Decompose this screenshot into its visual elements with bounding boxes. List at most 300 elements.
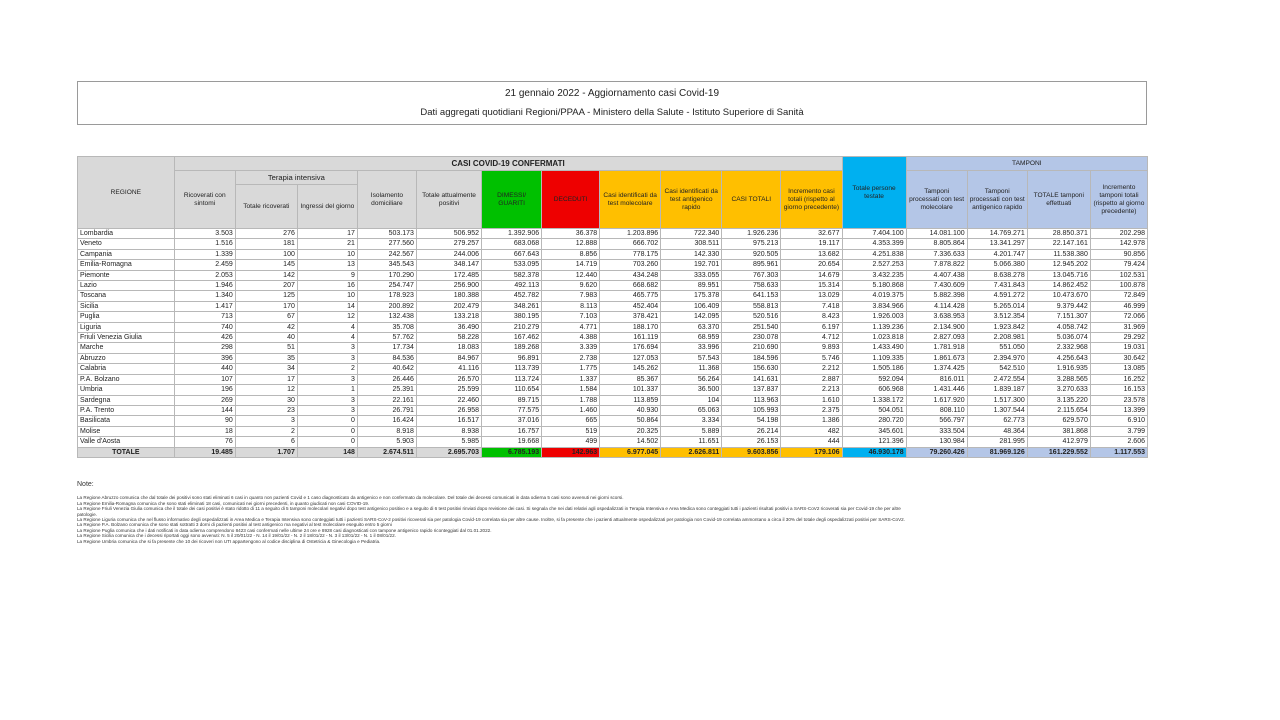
value-cell: 19.668 [482,437,542,447]
value-cell: 65.063 [661,405,722,415]
value-cell: 89.951 [661,281,722,291]
note-line: La Regione Liguria comunica che nel flusso informativo degli ospedalizzati in Area Medica e Terapia Intensiva sono conteggiati tutti i pazienti SARS-CoV-2 positivi ricoverati sia per patologia Covid-19 correlata sia per altre cause. Inoltre, si fa presente che i pazienti attualmente ospedalizzati per patologia non Covid-19 correlata ammontano a circa il 30% del totale degli ospedalizzati positivi per SARS-CoV2. [77,517,906,523]
value-cell: 16.252 [1090,374,1147,384]
value-cell: 4.407.438 [906,270,967,280]
value-cell: 202.479 [416,301,481,311]
value-cell: 2.212 [781,364,842,374]
value-cell: 12.888 [542,239,600,249]
value-cell: 3.339 [542,343,600,353]
value-cell: 251.540 [722,322,781,332]
value-cell: 46.999 [1090,301,1147,311]
value-cell: 1.109.335 [842,353,906,363]
value-cell: 17 [235,374,297,384]
value-cell: 141.631 [722,374,781,384]
table-row [78,291,1148,301]
value-cell: 9.379.442 [1027,301,1090,311]
value-cell: 7.336.633 [906,249,967,259]
region-cell: Umbria [78,385,175,395]
table-row [78,281,1148,291]
value-cell: 683.068 [482,239,542,249]
value-cell: 7.878.822 [906,260,967,270]
value-cell: 1.307.544 [967,405,1027,415]
value-cell: 308.511 [661,239,722,249]
region-cell: Basilicata [78,416,175,426]
value-cell: 4 [297,333,357,343]
value-cell: 113.724 [482,374,542,384]
value-cell: 758.633 [722,281,781,291]
value-cell: 2.606 [1090,437,1147,447]
value-cell: 4.114.428 [906,301,967,311]
table-row [78,364,1148,374]
table-row [78,239,1148,249]
value-cell: 184.596 [722,353,781,363]
value-cell: 426 [174,333,235,343]
value-cell: 170.290 [357,270,416,280]
value-cell: 3.270.633 [1027,385,1090,395]
value-cell: 298 [174,343,235,353]
table-row [78,374,1148,384]
total-label: TOTALE [78,447,175,457]
value-cell: 18 [174,426,235,436]
value-cell: 4.058.742 [1027,322,1090,332]
value-cell: 767.303 [722,270,781,280]
value-cell: 2.827.093 [906,333,967,343]
value-cell: 1.516 [174,239,235,249]
region-cell: Molise [78,426,175,436]
value-cell: 465.775 [600,291,661,301]
value-cell: 72.066 [1090,312,1147,322]
value-cell: 1.139.236 [842,322,906,332]
value-cell: 142.978 [1090,239,1147,249]
value-cell: 558.813 [722,301,781,311]
value-cell: 3 [297,405,357,415]
value-cell: 4.256.643 [1027,353,1090,363]
value-cell: 32.677 [781,229,842,239]
region-cell: Lazio [78,281,175,291]
region-cell: Abruzzo [78,353,175,363]
header-isolamento: Isolamento domiciliare [357,171,416,229]
value-cell: 40.930 [600,405,661,415]
value-cell: 4.388 [542,333,600,343]
value-cell: 7.418 [781,301,842,311]
value-cell: 895.961 [722,260,781,270]
value-cell: 14.719 [542,260,600,270]
value-cell: 778.175 [600,249,661,259]
value-cell: 5.066.380 [967,260,1027,270]
value-cell: 3.503 [174,229,235,239]
table-row [78,249,1148,259]
value-cell: 244.006 [416,249,481,259]
table-row [78,405,1148,415]
value-cell: 63.370 [661,322,722,332]
value-cell: 2.053 [174,270,235,280]
value-cell: 1.617.920 [906,395,967,405]
value-cell: 16 [297,281,357,291]
value-cell: 102.531 [1090,270,1147,280]
note-line: La Regione P.A. Bolzano comunica che sono stati sottratti 3 dorni di pazienti positivi al test antigenico ma negativi al test molecolare eseguito entro 5 giorni [77,522,392,528]
value-cell: 3.288.565 [1027,374,1090,384]
value-cell: 482 [781,426,842,436]
value-cell: 34 [235,364,297,374]
value-cell: 207 [235,281,297,291]
value-cell: 8.805.864 [906,239,967,249]
value-cell: 7.404.100 [842,229,906,239]
value-cell: 11.651 [661,437,722,447]
header-persone: Totale persone testate [842,157,906,229]
value-cell: 18.083 [416,343,481,353]
value-cell: 11.538.380 [1027,249,1090,259]
region-cell: Calabria [78,364,175,374]
value-cell: 665 [542,416,600,426]
header-tamp-tot: TOTALE tamponi effettuati [1027,171,1090,229]
value-cell: 2.527.253 [842,260,906,270]
value-cell: 142.095 [661,312,722,322]
value-cell: 125 [235,291,297,301]
value-cell: 1.839.187 [967,385,1027,395]
value-cell: 1.781.918 [906,343,967,353]
value-cell: 29.292 [1090,333,1147,343]
notes-section [77,482,1147,544]
total-value: 1.707 [235,447,297,457]
value-cell: 89.715 [482,395,542,405]
header-deceduti: DECEDUTI [542,171,600,229]
value-cell: 181 [235,239,297,249]
table-row [78,416,1148,426]
value-cell: 26.958 [416,405,481,415]
value-cell: 9 [297,270,357,280]
region-cell: Sardegna [78,395,175,405]
value-cell: 566.797 [906,416,967,426]
value-cell: 1.926.003 [842,312,906,322]
value-cell: 3 [297,395,357,405]
table-row [78,426,1148,436]
value-cell: 90.856 [1090,249,1147,259]
value-cell: 1.505.186 [842,364,906,374]
value-cell: 145.262 [600,364,661,374]
value-cell: 2.738 [542,353,600,363]
value-cell: 67 [235,312,297,322]
value-cell: 641.153 [722,291,781,301]
value-cell: 30.642 [1090,353,1147,363]
value-cell: 452.782 [482,291,542,301]
value-cell: 3 [235,416,297,426]
value-cell: 0 [297,437,357,447]
value-cell: 3 [297,374,357,384]
header-guariti: DIMESSI/ GUARITI [482,171,542,229]
header-incremento: Incremento casi totali (rispetto al giorno precedente) [781,171,842,229]
value-cell: 5.903 [357,437,416,447]
value-cell: 1.916.935 [1027,364,1090,374]
value-cell: 1.386 [781,416,842,426]
value-cell: 170 [235,301,297,311]
covid-data-table [77,156,1148,458]
note-line: La Regione Emilia-Romagna comunica che sono stati eliminati 18 casi, comunicati nei giorni precedenti, in quanto giudicati non casi COVID-19. [77,500,370,506]
header-tamp-inc: Incremento tamponi totali (rispetto al giorno precedente) [1090,171,1147,229]
value-cell: 506.952 [416,229,481,239]
total-value: 1.117.553 [1090,447,1147,457]
region-cell: Valle d'Aosta [78,437,175,447]
value-cell: 96.891 [482,353,542,363]
value-cell: 1.460 [542,405,600,415]
value-cell: 196 [174,385,235,395]
value-cell: 3 [297,343,357,353]
total-value: 9.603.856 [722,447,781,457]
value-cell: 12 [235,385,297,395]
value-cell: 19.031 [1090,343,1147,353]
table-row [78,312,1148,322]
value-cell: 1.392.906 [482,229,542,239]
value-cell: 269 [174,395,235,405]
value-cell: 3.334 [661,416,722,426]
value-cell: 606.968 [842,385,906,395]
total-value: 148 [297,447,357,457]
value-cell: 13.682 [781,249,842,259]
region-cell: Sicilia [78,301,175,311]
value-cell: 5.985 [416,437,481,447]
region-cell: Emilia-Romagna [78,260,175,270]
value-cell: 13.399 [1090,405,1147,415]
value-cell: 121.396 [842,437,906,447]
value-cell: 533.095 [482,260,542,270]
report-title: 21 gennaio 2022 - Aggiornamento casi Covid-19 [504,88,720,99]
value-cell: 7.431.843 [967,281,1027,291]
value-cell: 8.918 [357,426,416,436]
value-cell: 242.567 [357,249,416,259]
value-cell: 1.584 [542,385,600,395]
value-cell: 202.298 [1090,229,1147,239]
total-value: 79.260.426 [906,447,967,457]
value-cell: 13.085 [1090,364,1147,374]
total-value: 81.969.126 [967,447,1027,457]
value-cell: 101.337 [600,385,661,395]
header-ti-group: Terapia intensiva [235,171,357,185]
table-row [78,395,1148,405]
value-cell: 100 [235,249,297,259]
value-cell: 13 [297,260,357,270]
value-cell: 2.134.900 [906,322,967,332]
value-cell: 592.094 [842,374,906,384]
value-cell: 14.862.452 [1027,281,1090,291]
value-cell: 10 [297,291,357,301]
value-cell: 14.081.100 [906,229,967,239]
value-cell: 4.591.272 [967,291,1027,301]
value-cell: 11.368 [661,364,722,374]
value-cell: 5.265.014 [967,301,1027,311]
value-cell: 0 [297,416,357,426]
value-cell: 1.203.896 [600,229,661,239]
note-line: La Regione Friuli Venezia Giulia comunica che il totale dei casi positivi è stato ridotto di 11 a seguito di 5 tamponi molecolari negativi dopo test antigenico positivo e a seguito di 6 test positivi rinviati dopo revisione dei casi. Si segnala che nei dati relativi agli ospedalizzati in Terapia Intensiva e Area Medica sono conteggiati tutti i pazienti risultati positivi a SARS-CoV2 ricoverati sia per Covid-19 che per altre [77,506,901,512]
value-cell: 107 [174,374,235,384]
table-row [78,353,1148,363]
value-cell: 277.560 [357,239,416,249]
total-value: 179.106 [781,447,842,457]
value-cell: 2.332.968 [1027,343,1090,353]
table-row [78,322,1148,332]
value-cell: 3.638.953 [906,312,967,322]
value-cell: 189.268 [482,343,542,353]
value-cell: 16.757 [482,426,542,436]
value-cell: 23.578 [1090,395,1147,405]
note-line: La Regione Sicilia comunica che i decessi riportati oggi sono avvenuti: N. 5 il 20/01/22 - N. 14 il 19/01/22 - N. 2 il 18/01/22 - N. 3 il 13/01/22 - N. 1 il 08/01/22. [77,533,396,539]
value-cell: 0 [297,426,357,436]
value-cell: 54.198 [722,416,781,426]
value-cell: 35 [235,353,297,363]
value-cell: 84.967 [416,353,481,363]
value-cell: 1.023.818 [842,333,906,343]
value-cell: 8.423 [781,312,842,322]
value-cell: 8.938 [416,426,481,436]
value-cell: 668.682 [600,281,661,291]
value-cell: 2 [297,364,357,374]
value-cell: 100.878 [1090,281,1147,291]
value-cell: 68.959 [661,333,722,343]
value-cell: 281.995 [967,437,1027,447]
total-value: 46.930.178 [842,447,906,457]
value-cell: 3.135.220 [1027,395,1090,405]
region-cell: Veneto [78,239,175,249]
region-cell: P.A. Bolzano [78,374,175,384]
table-row [78,301,1148,311]
value-cell: 56.264 [661,374,722,384]
header-casi-totali: CASI TOTALI [722,171,781,229]
value-cell: 31.969 [1090,322,1147,332]
value-cell: 1.374.425 [906,364,967,374]
value-cell: 21 [297,239,357,249]
value-cell: 7.103 [542,312,600,322]
table-row [78,343,1148,353]
value-cell: 175.378 [661,291,722,301]
value-cell: 2.208.981 [967,333,1027,343]
value-cell: 1.861.673 [906,353,967,363]
value-cell: 25.391 [357,385,416,395]
value-cell: 519 [542,426,600,436]
value-cell: 132.438 [357,312,416,322]
region-cell: Puglia [78,312,175,322]
value-cell: 2.887 [781,374,842,384]
value-cell: 14.502 [600,437,661,447]
value-cell: 666.702 [600,239,661,249]
value-cell: 12.945.202 [1027,260,1090,270]
value-cell: 8.638.278 [967,270,1027,280]
value-cell: 14 [297,301,357,311]
value-cell: 3.834.966 [842,301,906,311]
value-cell: 5.746 [781,353,842,363]
value-cell: 192.701 [661,260,722,270]
value-cell: 542.510 [967,364,1027,374]
value-cell: 36.490 [416,322,481,332]
value-cell: 1.923.842 [967,322,1027,332]
value-cell: 26.791 [357,405,416,415]
value-cell: 348.147 [416,260,481,270]
value-cell: 104 [661,395,722,405]
value-cell: 7.430.609 [906,281,967,291]
value-cell: 48.364 [967,426,1027,436]
table-row [78,260,1148,270]
header-tamp-mol: Tamponi processati con test molecolare [906,171,967,229]
value-cell: 345.543 [357,260,416,270]
value-cell: 22.460 [416,395,481,405]
value-cell: 12.440 [542,270,600,280]
value-cell: 256.900 [416,281,481,291]
region-cell: Liguria [78,322,175,332]
value-cell: 142.330 [661,249,722,259]
value-cell: 551.050 [967,343,1027,353]
value-cell: 188.170 [600,322,661,332]
value-cell: 40.642 [357,364,416,374]
value-cell: 276 [235,229,297,239]
value-cell: 176.694 [600,343,661,353]
value-cell: 40 [235,333,297,343]
value-cell: 22.147.161 [1027,239,1090,249]
value-cell: 444 [781,437,842,447]
value-cell: 1.417 [174,301,235,311]
value-cell: 10 [297,249,357,259]
note-line: La Regione Puglia comunica che i dati notificati in data odierna comprendono 8423 casi confermati nelle ultime 24 ore e 8928 casi diagnosticati con tampone antigenico rapido riconteggiati dal 01.01.2022. [77,527,492,533]
value-cell: 50.864 [600,416,661,426]
table-row [78,270,1148,280]
header-tamp-ant: Tamponi processati con test antigenico rapido [967,171,1027,229]
total-row [78,447,1148,457]
value-cell: 2.213 [781,385,842,395]
value-cell: 3.799 [1090,426,1147,436]
value-cell: 33.996 [661,343,722,353]
value-cell: 127.053 [600,353,661,363]
value-cell: 145 [235,260,297,270]
table-row [78,333,1148,343]
header-molecolare: Casi identificati da test molecolare [600,171,661,229]
value-cell: 167.462 [482,333,542,343]
value-cell: 26.214 [722,426,781,436]
value-cell: 10.473.670 [1027,291,1090,301]
table-row [78,385,1148,395]
region-cell: Friuli Venezia Giulia [78,333,175,343]
value-cell: 740 [174,322,235,332]
value-cell: 26.570 [416,374,481,384]
region-cell: Toscana [78,291,175,301]
value-cell: 30 [235,395,297,405]
value-cell: 381.868 [1027,426,1090,436]
value-cell: 16.153 [1090,385,1147,395]
value-cell: 4.353.399 [842,239,906,249]
value-cell: 3.432.235 [842,270,906,280]
value-cell: 6.910 [1090,416,1147,426]
value-cell: 113.859 [600,395,661,405]
value-cell: 14.769.271 [967,229,1027,239]
value-cell: 2.394.970 [967,353,1027,363]
value-cell: 76 [174,437,235,447]
value-cell: 5.036.074 [1027,333,1090,343]
total-value: 2.674.511 [357,447,416,457]
value-cell: 4.251.838 [842,249,906,259]
value-cell: 156.630 [722,364,781,374]
value-cell: 920.505 [722,249,781,259]
value-cell: 28.850.371 [1027,229,1090,239]
value-cell: 178.923 [357,291,416,301]
value-cell: 113.963 [722,395,781,405]
value-cell: 9.893 [781,343,842,353]
value-cell: 3 [297,353,357,363]
value-cell: 6.197 [781,322,842,332]
value-cell: 808.110 [906,405,967,415]
value-cell: 1.337 [542,374,600,384]
value-cell: 36.500 [661,385,722,395]
value-cell: 380.195 [482,312,542,322]
value-cell: 333.055 [661,270,722,280]
value-cell: 79.424 [1090,260,1147,270]
value-cell: 6 [235,437,297,447]
value-cell: 280.720 [842,416,906,426]
total-value: 2.626.811 [661,447,722,457]
